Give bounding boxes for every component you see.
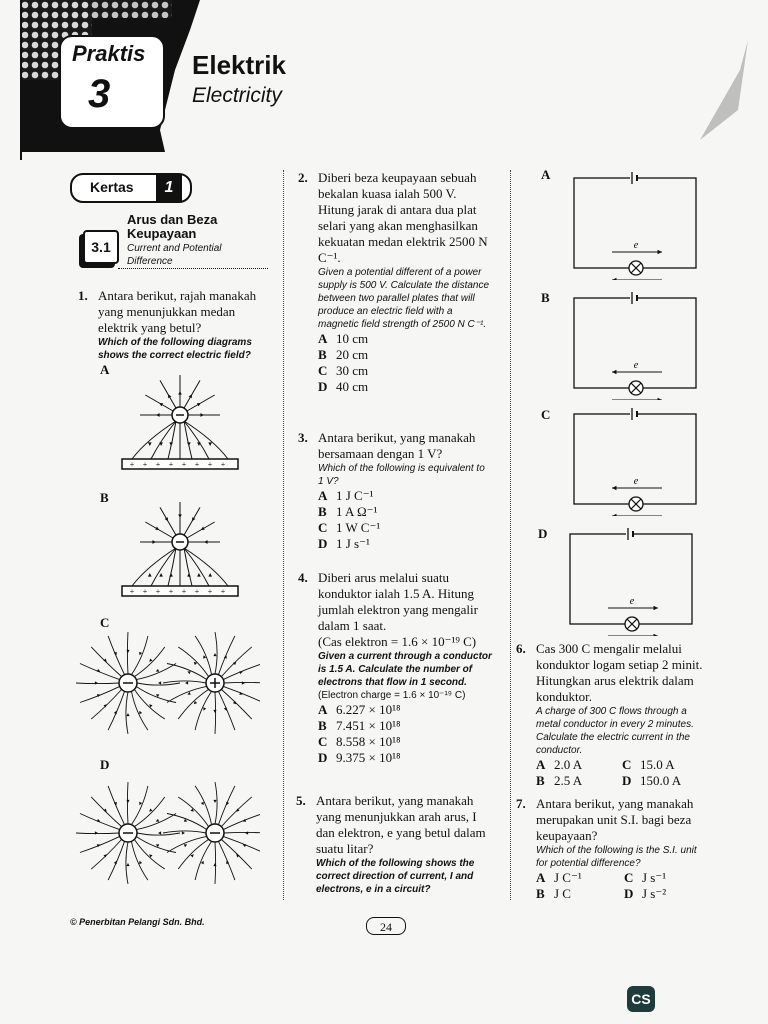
q1-option-c-label: C bbox=[100, 615, 110, 630]
column-divider-right bbox=[510, 170, 512, 900]
circuit-wire bbox=[574, 298, 696, 388]
field-arrow bbox=[197, 573, 201, 577]
field-arrow bbox=[95, 831, 98, 834]
field-arrow bbox=[654, 606, 658, 611]
chapter-title-en: Electricity bbox=[192, 84, 282, 107]
field-arrow bbox=[97, 669, 100, 672]
option-a[interactable]: A 1 J C⁻¹ bbox=[318, 488, 374, 503]
field-arrow bbox=[208, 573, 212, 577]
field-line bbox=[218, 691, 234, 730]
field-arrow bbox=[243, 844, 246, 847]
field-arrow bbox=[200, 413, 204, 417]
question-text-en: Which of the following is equivalent to 1 V? bbox=[318, 463, 485, 487]
field-diagram-d bbox=[70, 778, 260, 888]
field-arrow bbox=[159, 573, 163, 577]
q1-option-a-label: A bbox=[100, 362, 110, 377]
question-6 bbox=[516, 641, 708, 789]
question-text-en: Given a potential different of a power supply is 500 V. Calculate the distance between two parallel plates that will produce an electric field with a magnetic field strength of 2500 N C⁻¹. bbox=[318, 267, 490, 330]
subtopic-badge: 3.1 bbox=[83, 230, 119, 264]
field-arrow bbox=[184, 844, 187, 847]
kertas-label: Kertas bbox=[90, 179, 134, 195]
kertas-number: 1 bbox=[156, 175, 182, 201]
option-c[interactable]: C 15.0 A bbox=[622, 757, 675, 772]
question-text-ms-given: (Cas elektron = 1.6 × 10⁻¹⁹ C) bbox=[318, 634, 477, 649]
question-text-ms: Diberi arus melalui suatu konduktor ialah 1.5 A. Hitung jumlah elektron yang mengalir dalam 1 saat. bbox=[318, 570, 478, 633]
subtopic-title-en: Current and Potential Difference bbox=[127, 243, 222, 267]
option-d[interactable]: D 1 J s⁻¹ bbox=[318, 536, 370, 551]
plus-sign: + bbox=[155, 587, 161, 596]
publisher-credit: © Penerbitan Pelangi Sdn. Bhd. bbox=[70, 917, 205, 927]
option-d[interactable]: D 9.375 × 10¹⁸ bbox=[318, 750, 401, 765]
q5-option-d-label: D bbox=[538, 526, 548, 541]
field-line bbox=[218, 786, 234, 825]
field-arrow bbox=[245, 831, 248, 834]
field-line bbox=[195, 841, 211, 880]
option-b[interactable]: B 7.451 × 10¹⁸ bbox=[318, 718, 401, 733]
field-arrow bbox=[126, 800, 129, 803]
field-arrow bbox=[158, 681, 161, 684]
field-arrow bbox=[156, 819, 159, 822]
field-line bbox=[91, 689, 121, 719]
field-diagram-a bbox=[110, 365, 250, 473]
field-arrow bbox=[126, 863, 129, 866]
question-7 bbox=[516, 796, 711, 902]
question-4 bbox=[298, 570, 493, 766]
field-line bbox=[108, 786, 124, 825]
field-line bbox=[160, 507, 176, 535]
option-a[interactable]: A 10 cm bbox=[318, 331, 369, 346]
question-text-ms: Antara berikut, yang manakah yang menunjukkan arah arus, I dan elektron, e yang betul dalam suatu litar? bbox=[316, 793, 486, 856]
field-arrow bbox=[213, 800, 216, 803]
field-arrow bbox=[185, 681, 188, 684]
field-arrow bbox=[178, 391, 182, 395]
question-1 bbox=[78, 288, 268, 362]
field-line bbox=[145, 522, 173, 538]
circuit-wire bbox=[574, 178, 696, 268]
page-number: 24 bbox=[380, 920, 392, 934]
option-a[interactable]: A 2.0 A bbox=[536, 757, 583, 772]
field-arrow bbox=[187, 573, 191, 577]
praktis-label: Praktis bbox=[72, 41, 146, 66]
field-line bbox=[163, 831, 206, 833]
question-number: 6. bbox=[516, 641, 526, 656]
option-d[interactable]: D 40 cm bbox=[318, 379, 369, 394]
field-line bbox=[167, 686, 207, 702]
field-arrow bbox=[139, 711, 142, 714]
field-line bbox=[224, 832, 260, 833]
plus-sign: + bbox=[168, 460, 174, 469]
plus-sign: + bbox=[129, 460, 135, 469]
option-c[interactable]: C 1 W C⁻¹ bbox=[318, 520, 381, 535]
field-arrow bbox=[612, 278, 616, 280]
plus-sign: + bbox=[207, 460, 213, 469]
field-arrow bbox=[149, 658, 152, 661]
field-line bbox=[91, 797, 121, 827]
field-diagram-c bbox=[70, 628, 260, 738]
plus-sign: + bbox=[181, 587, 187, 596]
field-arrow bbox=[158, 831, 161, 834]
header-graphic bbox=[0, 0, 768, 160]
field-line bbox=[91, 839, 121, 869]
circuit-diagram-b bbox=[570, 290, 700, 400]
field-arrow bbox=[126, 650, 129, 653]
subtopic-title-ms: Arus dan Beza Keupayaan bbox=[127, 212, 218, 241]
field-arrow bbox=[187, 671, 190, 674]
field-line bbox=[221, 797, 251, 827]
question-number: 2. bbox=[298, 170, 308, 185]
field-arrow bbox=[213, 653, 216, 656]
q1-option-b-label: B bbox=[100, 490, 109, 505]
field-arrow bbox=[213, 710, 216, 713]
option-b[interactable]: B 2.5 A bbox=[536, 773, 583, 788]
field-line bbox=[215, 782, 217, 824]
plus-sign: + bbox=[168, 587, 174, 596]
question-text-ms: Antara berikut, yang manakah merupakan unit S.I. bagi beza keupayaan? bbox=[536, 796, 694, 843]
option-d[interactable]: D J s⁻² bbox=[624, 886, 667, 901]
option-b[interactable]: B J C bbox=[536, 886, 571, 901]
field-arrow bbox=[156, 669, 159, 672]
field-line bbox=[221, 689, 251, 719]
field-arrow bbox=[182, 831, 185, 834]
option-b[interactable]: B 20 cm bbox=[318, 347, 369, 362]
electron-label: e bbox=[629, 596, 635, 607]
field-arrow bbox=[152, 540, 156, 544]
field-line bbox=[218, 841, 234, 880]
field-arrow bbox=[239, 671, 242, 674]
question-number: 7. bbox=[516, 796, 526, 811]
question-2 bbox=[298, 170, 493, 395]
field-line bbox=[108, 841, 124, 880]
circuit-diagram-a bbox=[570, 170, 700, 280]
question-text-en: Which of the following is the S.I. unit for potential difference? bbox=[536, 845, 697, 869]
field-line bbox=[218, 636, 234, 675]
field-arrow bbox=[139, 861, 142, 864]
field-line bbox=[223, 836, 260, 852]
field-line bbox=[215, 692, 216, 734]
question-text-en: Which of the following shows the correct direction of current, I and electrons, e in a circuit? bbox=[316, 858, 475, 895]
field-arrow bbox=[178, 514, 182, 518]
field-line bbox=[221, 647, 251, 677]
field-line bbox=[108, 636, 124, 675]
field-line bbox=[137, 833, 180, 835]
circuit-wire bbox=[570, 534, 692, 624]
field-line bbox=[127, 782, 128, 824]
field-line bbox=[91, 647, 121, 677]
field-line bbox=[137, 683, 180, 685]
field-arrow bbox=[95, 681, 98, 684]
electron-label: e bbox=[633, 240, 639, 251]
field-arrow bbox=[213, 863, 216, 866]
option-b[interactable]: B 1 A Ω⁻¹ bbox=[318, 504, 378, 519]
field-line bbox=[126, 692, 128, 734]
field-arrow bbox=[194, 701, 197, 704]
circuit-wire bbox=[574, 414, 696, 504]
q5-option-c-label: C bbox=[541, 407, 551, 422]
page-number-box bbox=[366, 917, 406, 935]
question-text-ms: Antara berikut, yang manakah bersamaan dengan 1 V? bbox=[318, 430, 476, 461]
field-line bbox=[221, 839, 251, 869]
field-arrow bbox=[169, 442, 173, 446]
option-c[interactable]: C 8.558 × 10¹⁸ bbox=[318, 734, 401, 749]
field-arrow bbox=[201, 802, 204, 805]
question-text-en: A charge of 300 C flows through a metal conductor in every 2 minutes. Calculate the electric current in the conductor. bbox=[536, 706, 694, 756]
field-line bbox=[127, 632, 128, 674]
field-arrow bbox=[612, 370, 616, 375]
option-d[interactable]: D 150.0 A bbox=[622, 773, 682, 788]
plus-sign: + bbox=[207, 587, 213, 596]
question-3 bbox=[298, 430, 493, 552]
field-line bbox=[126, 842, 128, 884]
circuit-diagram-d bbox=[566, 526, 696, 636]
field-line bbox=[131, 636, 147, 675]
field-arrow bbox=[224, 707, 227, 710]
field-line bbox=[215, 632, 217, 674]
plus-sign: + bbox=[129, 587, 135, 596]
plus-sign: + bbox=[142, 460, 148, 469]
field-line bbox=[108, 691, 124, 730]
question-text-ms: Cas 300 C mengalir melalui konduktor logam setiap 2 minit. Hitungkan arus elektrik dalam konduktor. bbox=[536, 641, 703, 704]
question-text-ms: Diberi beza keupayaan sebuah bekalan kuasa ialah 500 V. Hitung jarak di antara dua plat selari yang akan menghasilkan kekuatan medan elektrik 2500 N C⁻¹. bbox=[318, 170, 488, 265]
field-line bbox=[184, 507, 200, 535]
scanner-badge[interactable]: CS bbox=[627, 986, 655, 1012]
field-line bbox=[131, 786, 147, 825]
option-a[interactable]: A 6.227 × 10¹⁸ bbox=[318, 702, 401, 717]
praktis-number: 3 bbox=[88, 72, 111, 116]
field-arrow bbox=[148, 573, 152, 577]
plus-sign: + bbox=[194, 587, 200, 596]
q5-option-b-label: B bbox=[541, 290, 550, 305]
field-arrow bbox=[658, 398, 662, 400]
kertas-badge bbox=[70, 173, 192, 203]
column-divider-left bbox=[283, 170, 285, 900]
field-arrow bbox=[156, 413, 160, 417]
q5-option-a-label: A bbox=[541, 167, 551, 182]
option-a[interactable]: A J C⁻¹ bbox=[536, 870, 582, 885]
plus-sign: + bbox=[181, 460, 187, 469]
subtopic-rule bbox=[118, 268, 268, 269]
question-text-en-given: (Electron charge = 1.6 × 10⁻¹⁹ C) bbox=[318, 690, 466, 701]
circuit-diagram-c bbox=[570, 406, 700, 516]
header-banner bbox=[0, 0, 768, 160]
field-line bbox=[195, 691, 211, 730]
field-arrow bbox=[204, 540, 208, 544]
plus-sign: + bbox=[155, 460, 161, 469]
electron-label: e bbox=[633, 360, 639, 371]
field-line bbox=[215, 842, 216, 884]
field-arrow bbox=[169, 573, 173, 577]
field-line bbox=[223, 813, 260, 829]
electron-label: e bbox=[633, 476, 639, 487]
question-number: 5. bbox=[296, 793, 306, 808]
field-arrow bbox=[187, 442, 191, 446]
field-arrow bbox=[149, 808, 152, 811]
question-number: 3. bbox=[298, 430, 308, 445]
question-number: 1. bbox=[78, 288, 88, 303]
question-5 bbox=[296, 793, 491, 896]
field-arrow bbox=[97, 819, 100, 822]
plus-sign: + bbox=[142, 587, 148, 596]
field-arrow bbox=[126, 713, 129, 716]
field-arrow bbox=[148, 442, 152, 446]
field-line bbox=[163, 681, 206, 683]
field-arrow bbox=[658, 250, 662, 255]
plus-sign: + bbox=[194, 460, 200, 469]
chapter-title-ms: Elektrik bbox=[192, 50, 286, 80]
field-diagram-b bbox=[110, 492, 250, 600]
question-text-en: Given a current through a conductor is 1.5 A. Calculate the number of electrons that flow in 1 second. bbox=[318, 651, 492, 688]
option-c[interactable]: C 30 cm bbox=[318, 363, 369, 378]
field-arrow bbox=[612, 486, 616, 491]
plus-sign: + bbox=[220, 460, 226, 469]
q1-option-d-label: D bbox=[100, 757, 110, 772]
question-number: 4. bbox=[298, 570, 308, 585]
field-arrow bbox=[190, 854, 193, 857]
field-arrow bbox=[203, 707, 206, 710]
plus-sign: + bbox=[220, 587, 226, 596]
option-c[interactable]: C J s⁻¹ bbox=[624, 870, 667, 885]
field-arrow bbox=[208, 442, 212, 446]
question-text-ms: Antara berikut, rajah manakah yang menunjukkan medan elektrik yang betul? bbox=[98, 288, 257, 335]
question-text-en: Which of the following diagrams shows the correct electric field? bbox=[98, 337, 252, 361]
field-arrow bbox=[242, 681, 245, 684]
